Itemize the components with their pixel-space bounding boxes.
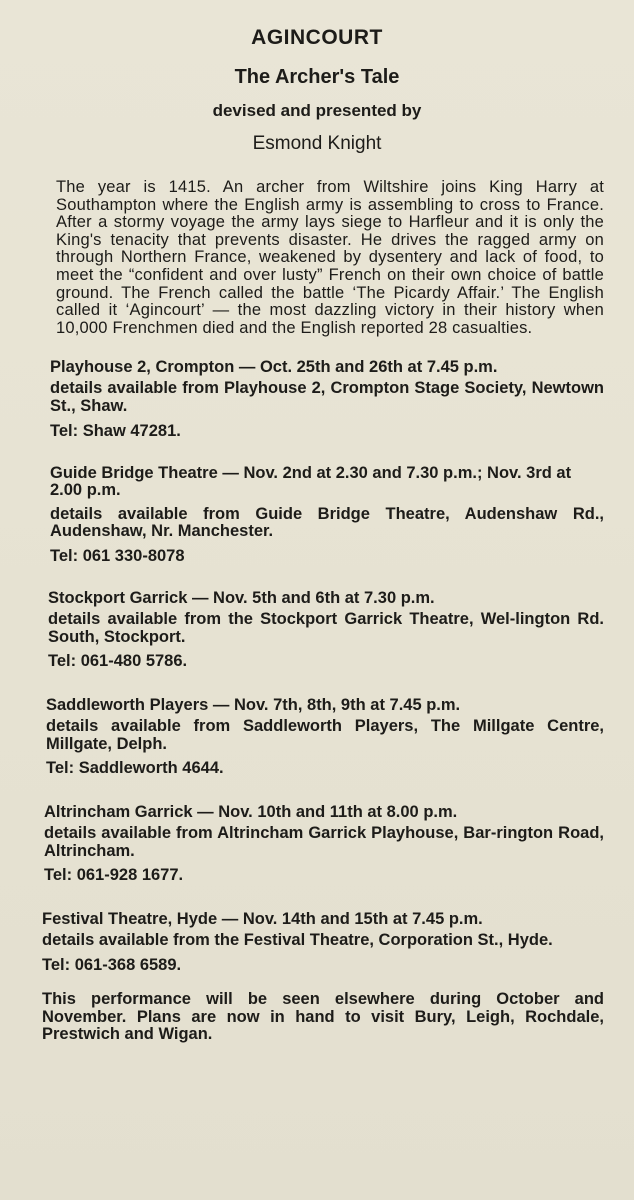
author-name: Esmond Knight — [252, 133, 382, 154]
venue-block — [50, 465, 604, 566]
venue-details: details available from Altrincham Garrick Playhouse, Bar-rington Road, Altrincham. — [44, 824, 604, 860]
venue-tel: Tel: 061 330-8078 — [50, 546, 185, 565]
venue-details: details available from Guide Bridge Theatre, Audenshaw Rd., Audenshaw, Nr. Manchester. — [50, 504, 604, 541]
intro-paragraph: The year is 1415. An archer from Wiltshire joins King Harry at Southampton where the English army is assembling to cross to France. After a stormy voyage the army lays siege to Harfleur and it is only the King's tenacity that prevents disaster. He drives the ragged army on through Northern France, weakened by dysentery and lack of food, to meet the “confident and over lusty” French on their own choice of battle ground. The French called the battle ‘The Picardy Affair.’ The English called it ‘Agincourt’ — the most dazzling victory in their history when 10,000 Frenchmen died and the English reported 28 casualties. — [56, 178, 604, 337]
venue-details: details available from Playhouse 2, Crompton Stage Society, Newtown St., Shaw. — [50, 379, 604, 415]
venue-tel: Tel: 061-480 5786. — [48, 652, 188, 671]
venue-date-line: Festival Theatre, Hyde — Nov. 14th and 15th at 7.45 p.m. — [42, 910, 483, 929]
venue-block — [42, 909, 604, 975]
venue-details: details available from the Festival Theatre, Corporation St., Hyde. — [42, 931, 553, 950]
venue-details: details available from the Stockport Garrick Theatre, Wel-lington Rd. South, Stockport. — [48, 609, 604, 646]
venue-details: details available from Saddleworth Players, The Millgate Centre, Millgate, Delph. — [46, 717, 604, 753]
venue-block — [44, 802, 604, 885]
closing-paragraph: This performance will be seen elsewhere during October and November. Plans are now in hand to visit Bury, Leigh, Rochdale, Prestwich and Wigan. — [42, 990, 604, 1044]
venue-date-line: Playhouse 2, Crompton — Oct. 25th and 26th at 7.45 p.m. — [50, 358, 498, 377]
venue-tel: Tel: Shaw 47281. — [50, 421, 181, 440]
venue-date-line: Stockport Garrick — Nov. 5th and 6th at 7.30 p.m. — [48, 588, 435, 607]
venue-date-line: Altrincham Garrick — Nov. 10th and 11th at 8.00 p.m. — [44, 803, 458, 822]
play-subtitle: The Archer's Tale — [234, 66, 400, 88]
venue-tel: Tel: 061-368 6589. — [42, 956, 182, 975]
venue-tel: Tel: Saddleworth 4644. — [46, 759, 224, 778]
venue-date-line: Guide Bridge Theatre — Nov. 2nd at 2.30 and 7.30 p.m.; Nov. 3rd at 2.00 p.m. — [50, 463, 572, 500]
venue-date-line: Saddleworth Players — Nov. 7th, 8th, 9th at 7.45 p.m. — [46, 696, 461, 715]
venue-block — [46, 695, 604, 778]
page-title: AGINCOURT — [251, 26, 383, 49]
header — [30, 26, 604, 155]
devised-line: devised and presented by — [212, 101, 422, 120]
venue-block — [48, 588, 604, 671]
venue-tel: Tel: 061-928 1677. — [44, 866, 184, 885]
venue-block — [50, 357, 604, 440]
